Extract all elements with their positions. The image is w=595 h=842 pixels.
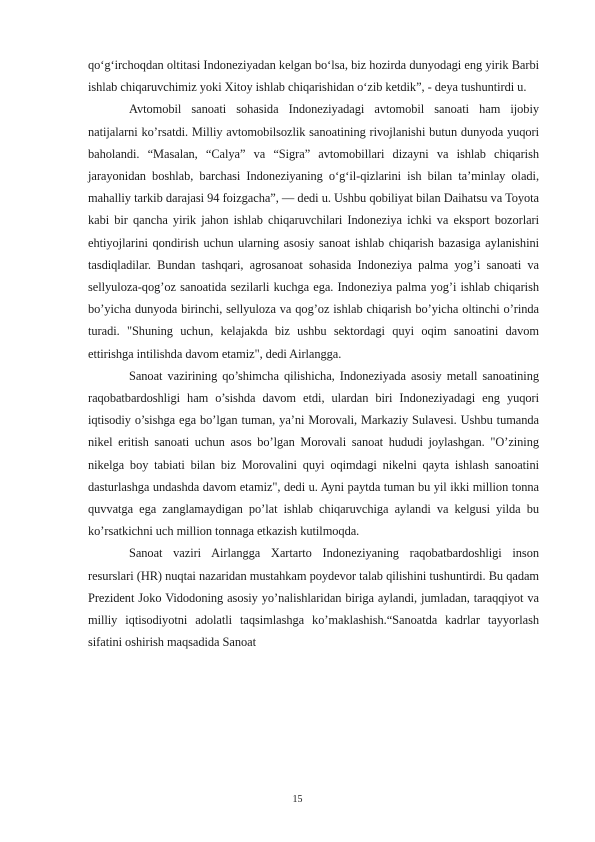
paragraph-1: qoʻgʻirchoqdan oltitasi Indoneziyadan kelgan boʻlsa, biz hozirda dunyodagi eng yirik Barbi ishlab chiqaruvchimiz yoki Xitoy ishlab chiqarishidan oʻzib ketdik”, - deya tushuntirdi u. [88,58,539,95]
page-number: 15 [292,794,303,805]
paragraph-3: Sanoat vazirining qo’shimcha qilishicha, Indoneziyada asosiy metall sanoatining raqobatbardoshligi ham o’sishda davom etdi, ulardan biri Indoneziyadagi eng yuqori iqtisodiy o’sishga ega bo’lgan tuman, ya’ni Morovali, Markaziy Sulavesi. Ushbu tumanda nikel eritish sanoati uchun asos bo’lgan Morovali sanoat hududi joylashgan. "O’zining nikelga boy tabiati bilan biz Morovalini quyi oqimdagi nikelni qayta ishlash sanoatini dasturlashga undashda davom etamiz", dedi u. Ayni paytda tuman bu yil ikki million tonna quvvatga ega zanglamaydigan po’lat ishlab chiqaruvchiga aylandi va kelgusi yilda bu ko’rsatkichni uch million tonnaga etkazish kutilmoqda. [88,368,539,539]
paragraph-4: Sanoat vaziri Airlangga Xartarto Indoneziyaning raqobatbardoshligi inson resurslari (HR) nuqtai nazaridan mustahkam poydevor talab qilishini tushuntirdi. Bu qadam Prezident Joko Vidodoning asosiy yo’nalishlaridan biriga aylandi, jumladan, taraqqiyot va milliy iqtisodiyotni adolatli taqsimlashga ko’maklashish.“Sanoatda kadrlar tayyorlash sifatini oshirish maqsadida Sanoat [88,546,539,650]
paragraph-2: Avtomobil sanoati sohasida Indoneziyadagi avtomobil sanoati ham ijobiy natijalarni ko’rsatdi. Milliy avtomobilsozlik sanoatining rivojlanishi butun dunyoda yuqori baholandi. “Masalan, “Calya” va “Sigra” avtomobillari dizayni va ishlab chiqarish jarayonidan boshlab, barchasi Indoneziyaning oʻgʻil-qizlarini ish bilan ta’minlay oladi, mahalliy tarkib darajasi 94 foizgacha”, — dedi u. Ushbu qobiliyat bilan Daihatsu va Toyota kabi bir qancha yirik jahon ishlab chiqaruvchilari Indoneziya ichki va eksport bozorlari ehtiyojlarini qondirish uchun ularning asosiy sanoat ishlab chiqarish bazasiga aylanishini tasdiqladilar. Bundan tashqari, agrosanoat sohasida Indoneziya palma yog’i sanoati va sellyuloza-qog’oz sanoatida sezilarli kuchga ega. Indoneziya palma yog’i ishlab chiqarish bo’yicha dunyoda birinchi, sellyuloza va qog’oz ishlab chiqarish bo’yicha oltinchi o’rinda turadi. "Shuning uchun, kelajakda biz ushbu sektordagi quyi oqim sanoatini davom ettirishga intilishda davom etamiz", dedi Airlangga. [88,102,539,361]
body-text [88,54,539,653]
